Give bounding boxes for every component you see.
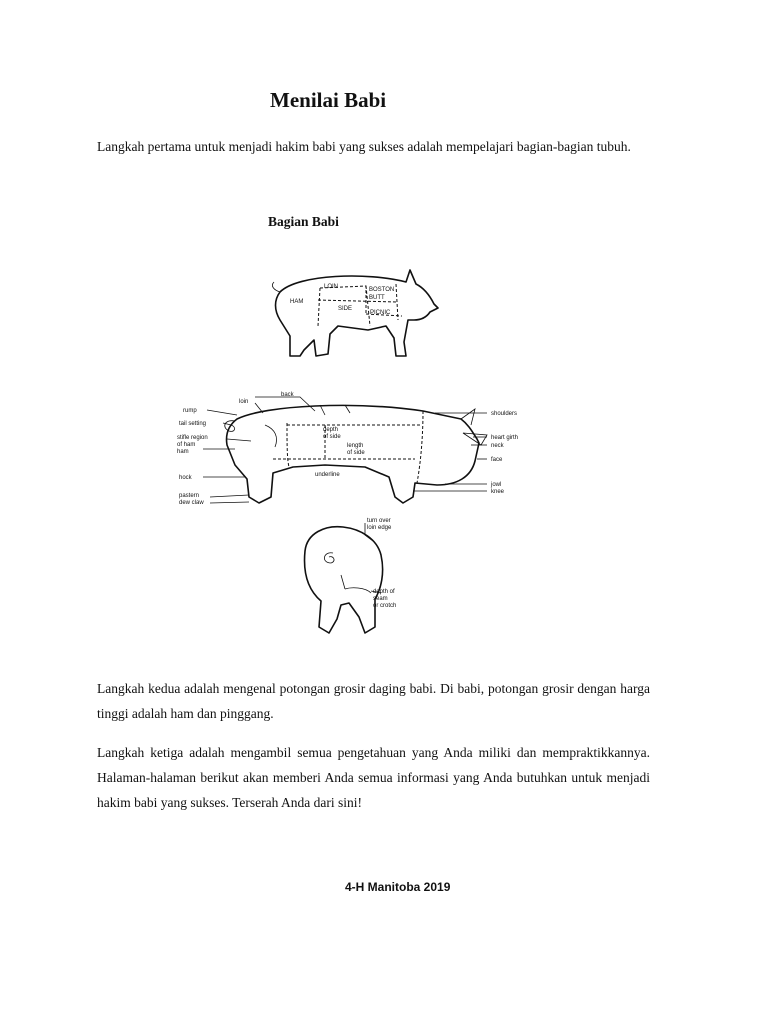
pig-cuts-diagram: [258, 264, 448, 364]
label-length-of-side: of side: [347, 450, 365, 456]
label-knee: knee: [491, 489, 505, 495]
cut-label-ham: HAM: [290, 299, 304, 305]
label-jowl: jowl: [491, 482, 502, 488]
label-back: back: [281, 392, 294, 398]
section-subtitle: Bagian Babi: [268, 214, 339, 229]
paragraph-intro: Langkah pertama untuk menjadi hakim babi yang sukses adalah mempelajari bagian-bagian tubuh.: [97, 139, 631, 154]
paragraph-third-step: Langkah ketiga adalah mengambil semua pengetahuan yang Anda miliki dan mempraktikkannya. Halaman-halaman berikut akan memberi Anda semua informasi yang Anda butuhkan untuk menjadi hakim babi yang sukses. Terserah Anda dari sini!: [97, 745, 650, 810]
label-depth: depth: [323, 427, 339, 433]
paragraph-second-step: Langkah kedua adalah mengenal potongan grosir daging babi. Di babi, potongan grosir dengan harga tinggi adalah ham dan pinggang.: [97, 681, 650, 721]
label-tail-setting: tail setting: [179, 421, 207, 427]
label-loin-edge: loin edge: [367, 525, 392, 531]
label-ham: ham: [177, 449, 189, 455]
label-underline: underline: [315, 472, 340, 478]
cut-label-side: SIDE: [338, 306, 353, 312]
label-face: face: [491, 457, 503, 463]
label-pastern: pastern: [179, 493, 200, 499]
label-shoulders: shoulders: [491, 411, 518, 417]
label-turn-over: turn over: [367, 518, 391, 524]
label-depth-of-side: of side: [323, 434, 341, 440]
cut-label-loin: LOIN: [324, 284, 339, 290]
label-heart-girth: heart girth: [491, 435, 519, 441]
label-seam: seam: [373, 596, 388, 602]
pig-parts-diagram: [175, 385, 545, 510]
cut-label-butt: BUTT: [369, 295, 385, 301]
label-loin: loin: [239, 399, 249, 405]
cut-label-picnic: PICNIC: [370, 310, 391, 316]
footer-text: 4-H Manitoba 2019: [345, 880, 451, 894]
label-length: length: [347, 443, 364, 449]
label-depth-of: depth of: [373, 589, 395, 595]
label-stifle-region: stifle region: [177, 435, 208, 441]
page-title: Menilai Babi: [270, 88, 387, 112]
label-rump: rump: [183, 408, 197, 414]
label-neck: neck: [491, 443, 504, 449]
pig-rear-diagram: [285, 515, 445, 640]
cut-label-boston: BOSTON: [369, 287, 395, 293]
label-of-ham: of ham: [177, 442, 196, 448]
label-hock: hock: [179, 475, 192, 481]
pig-rear-outline: [305, 527, 383, 633]
label-or-crotch: or crotch: [373, 603, 397, 609]
pig-cuts-outline: [276, 270, 439, 356]
label-dew-claw: dew claw: [179, 500, 204, 506]
